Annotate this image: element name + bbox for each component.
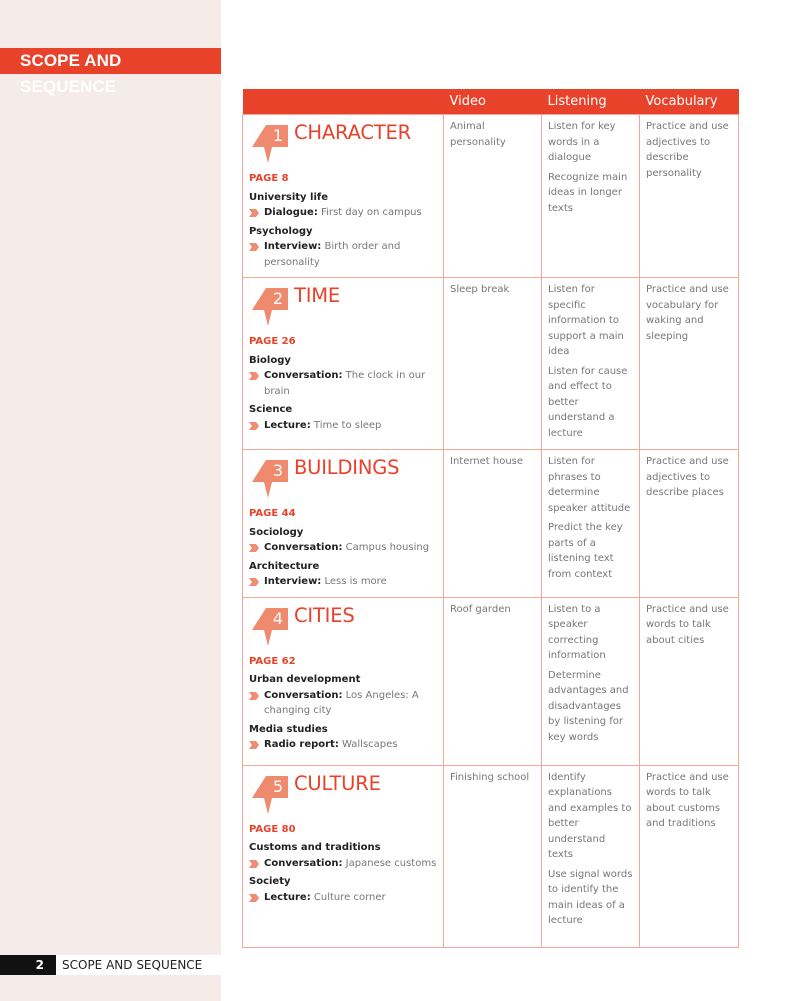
chevron-right-icon [249, 741, 260, 749]
chevron-right-icon [249, 692, 260, 700]
chevron-right-icon [249, 422, 260, 430]
activity-title: First day on campus [321, 207, 422, 218]
activity-title: Los Angeles: A changing city [264, 689, 419, 716]
column-header-vocabulary: Vocabulary [640, 89, 739, 115]
topic-name: Media studies [249, 723, 328, 735]
unit-page: PAGE 26 [249, 336, 296, 347]
topic-activity [249, 205, 437, 221]
chevron-right-icon [249, 243, 260, 251]
video-cell [444, 450, 542, 598]
unit-number: 1 [272, 126, 284, 145]
topic-name: Psychology [249, 225, 313, 237]
topic-name: University life [249, 191, 329, 203]
chevron-right-icon [249, 372, 260, 380]
activity-type: Dialogue: [264, 207, 318, 218]
chevron-right-icon [249, 894, 260, 902]
unit-badge [250, 458, 292, 498]
section-banner: SCOPE AND SEQUENCE [0, 48, 221, 74]
vocabulary-text: Practice and use adjectives to describe places [646, 456, 729, 498]
topic-activity [249, 856, 437, 872]
listening-skill: Identify explanations and examples to better understand texts [548, 771, 632, 860]
unit-cell [243, 278, 444, 450]
vocabulary-cell [640, 765, 739, 947]
unit-badge [250, 123, 292, 163]
unit-title: CITIES [294, 603, 355, 627]
listening-skill: Listen to a speaker correcting information [548, 603, 606, 661]
listening-skill: Listen for cause and effect to better understand a lecture [548, 365, 628, 439]
topic-activity [249, 688, 437, 719]
activity-type: Lecture: [264, 419, 311, 431]
topic-activity [249, 368, 437, 399]
topic-activity [249, 574, 437, 590]
listening-skill: Use signal words to identify the main ideas of a lecture [548, 868, 633, 926]
vocabulary-cell [640, 450, 739, 598]
activity-title: Campus housing [345, 542, 430, 553]
chevron-right-icon [249, 860, 260, 868]
footer-title: SCOPE AND SEQUENCE [62, 958, 203, 972]
listening-cell [542, 765, 640, 947]
unit-page: PAGE 80 [249, 823, 296, 835]
vocabulary-text: Practice and use adjectives to describe personality [646, 121, 729, 179]
topic-name: Society [249, 876, 291, 887]
unit-row [243, 450, 739, 598]
activity-title: Less is more [324, 576, 387, 587]
chevron-right-icon [249, 544, 260, 552]
activity-title: The clock in our brain [264, 370, 426, 397]
column-header-unit [243, 89, 444, 115]
vocabulary-cell [640, 115, 739, 278]
activity-type: Conversation: [264, 689, 343, 701]
listening-cell [542, 597, 640, 765]
topic-name: Architecture [249, 560, 320, 572]
column-header-video: Video [444, 89, 542, 115]
activity-title: Birth order and personality [264, 241, 401, 268]
table-header-row [243, 89, 739, 115]
unit-row [243, 115, 739, 278]
activity-type: Lecture: [264, 891, 311, 903]
listening-cell [542, 450, 640, 598]
topic-activity [249, 540, 437, 556]
unit-cell [243, 597, 444, 765]
video-title: Sleep break [450, 284, 510, 295]
listening-skill: Listen for specific information to support a main idea [548, 284, 624, 357]
video-cell [444, 597, 542, 765]
topic-name: Customs and traditions [249, 842, 381, 853]
unit-page: PAGE 8 [249, 173, 289, 184]
video-title: Internet house [450, 456, 524, 467]
unit-heading [249, 454, 437, 506]
vocabulary-cell [640, 278, 739, 450]
topic-activity [249, 737, 437, 753]
vocabulary-text: Practice and use vocabulary for waking and sleeping [646, 284, 729, 342]
chevron-right-icon [249, 578, 260, 586]
unit-badge [250, 286, 292, 326]
unit-badge [250, 774, 292, 814]
listening-cell [542, 115, 640, 278]
unit-number: 5 [272, 776, 284, 796]
vocabulary-cell [640, 597, 739, 765]
scope-table [242, 89, 739, 948]
unit-row [243, 765, 739, 947]
topic-name: Sociology [249, 526, 304, 538]
unit-number: 4 [272, 608, 284, 628]
activity-type: Conversation: [264, 542, 343, 553]
topic-name: Urban development [249, 674, 361, 685]
unit-number: 2 [272, 289, 284, 308]
activity-title: Time to sleep [313, 419, 382, 431]
topic-name: Biology [249, 354, 291, 366]
topic-activity [249, 418, 437, 434]
activity-title: Wallscapes [342, 739, 398, 750]
activity-type: Conversation: [264, 857, 343, 869]
listening-skill: Predict the key parts of a listening text from context [548, 522, 623, 580]
activity-title: Culture corner [313, 891, 386, 903]
chevron-right-icon [249, 209, 260, 217]
unit-title: CHARACTER [294, 121, 411, 144]
unit-page: PAGE 62 [249, 655, 296, 667]
unit-title: TIME [294, 284, 341, 307]
video-title: Animal personality [450, 121, 506, 148]
activity-type: Interview: [264, 241, 322, 252]
listening-skill: Recognize main ideas in longer texts [548, 171, 628, 214]
unit-page: PAGE 44 [249, 508, 296, 519]
topic-name: Science [249, 404, 293, 415]
video-cell [444, 115, 542, 278]
activity-title: Japanese customs [345, 857, 437, 869]
topic-activity [249, 239, 437, 270]
listening-skill: Listen for phrases to determine speaker attitude [548, 456, 631, 514]
unit-row [243, 597, 739, 765]
video-title: Roof garden [450, 603, 511, 615]
vocabulary-text: Practice and use words to talk about cities [646, 603, 729, 646]
footer [0, 955, 221, 975]
unit-title: CULTURE [294, 771, 381, 795]
activity-type: Radio report: [264, 739, 339, 750]
unit-cell [243, 450, 444, 598]
unit-cell [243, 765, 444, 947]
video-cell [444, 278, 542, 450]
activity-type: Conversation: [264, 370, 343, 381]
unit-number: 3 [272, 461, 284, 480]
listening-skill: Determine advantages and disadvantages by listening for key words [548, 669, 629, 743]
video-cell [444, 765, 542, 947]
unit-row [243, 278, 739, 450]
unit-heading [249, 282, 437, 334]
page-number: 2 [0, 955, 56, 975]
left-sidebar [0, 0, 221, 1001]
unit-badge [250, 606, 292, 646]
column-header-listening: Listening [542, 89, 640, 115]
unit-heading [249, 602, 437, 654]
listening-skill: Listen for key words in a dialogue [548, 121, 616, 163]
topic-activity [249, 890, 437, 906]
activity-type: Interview: [264, 576, 322, 587]
video-title: Finishing school [450, 771, 530, 783]
vocabulary-text: Practice and use words to talk about customs and traditions [646, 771, 729, 829]
listening-cell [542, 278, 640, 450]
unit-title: BUILDINGS [294, 456, 400, 479]
unit-cell [243, 115, 444, 278]
unit-heading [249, 119, 437, 171]
unit-heading [249, 770, 437, 822]
